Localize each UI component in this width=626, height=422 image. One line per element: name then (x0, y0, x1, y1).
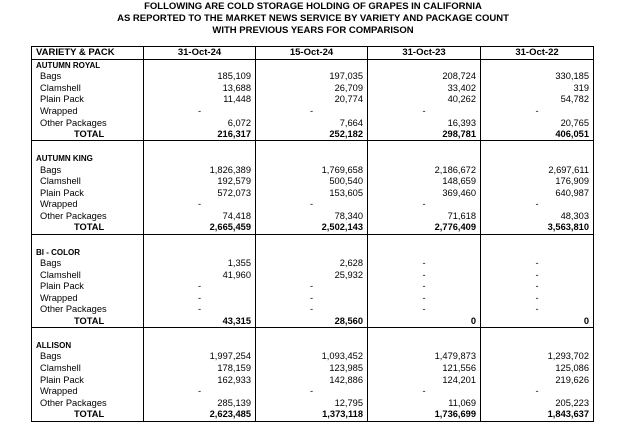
value-cell: 162,933 (144, 374, 256, 386)
total-value: 216,317 (144, 129, 256, 141)
value-cell: 20,774 (256, 94, 368, 106)
empty-cell (481, 328, 594, 340)
table-row (32, 176, 594, 188)
table-row (32, 117, 594, 129)
total-value: 2,502,143 (256, 222, 368, 234)
row-label: Plain Pack (32, 281, 144, 293)
value-cell: 1,479,873 (368, 351, 481, 363)
empty-cell (144, 246, 256, 258)
table-row (32, 106, 594, 118)
section-header-row (32, 153, 594, 165)
value-cell: - (368, 292, 481, 304)
value-cell: 2,697,611 (481, 164, 594, 176)
value-cell: 7,664 (256, 117, 368, 129)
row-label: Other Packages (32, 211, 144, 223)
total-row (32, 316, 594, 328)
value-cell: 197,035 (256, 71, 368, 83)
total-label: TOTAL (32, 129, 144, 141)
total-row (32, 409, 594, 421)
empty-cell (368, 234, 481, 246)
value-cell: - (481, 386, 594, 398)
header-variety-pack: VARIETY & PACK (32, 47, 144, 60)
empty-cell (368, 340, 481, 352)
value-cell: 148,659 (368, 176, 481, 188)
value-cell: 1,997,254 (144, 351, 256, 363)
row-label: Wrapped (32, 292, 144, 304)
empty-cell (256, 153, 368, 165)
total-row (32, 222, 594, 234)
total-value: 3,563,810 (481, 222, 594, 234)
total-value: 1,736,699 (368, 409, 481, 421)
empty-cell (32, 141, 144, 153)
row-label: Plain Pack (32, 374, 144, 386)
empty-cell (368, 246, 481, 258)
total-value: 1,373,118 (256, 409, 368, 421)
value-cell: 2,628 (256, 258, 368, 270)
storage-table (31, 46, 594, 422)
empty-cell (144, 59, 256, 71)
value-cell: - (368, 281, 481, 293)
spacer-row (32, 141, 594, 153)
total-value: 0 (368, 316, 481, 328)
title-line-1: FOLLOWING ARE COLD STORAGE HOLDING OF GRAPES IN CALIFORNIA (144, 1, 482, 12)
table-row (32, 94, 594, 106)
value-cell: - (368, 258, 481, 270)
empty-cell (144, 234, 256, 246)
value-cell: - (368, 199, 481, 211)
total-label: TOTAL (32, 316, 144, 328)
empty-cell (144, 340, 256, 352)
row-label: Clamshell (32, 176, 144, 188)
empty-cell (368, 153, 481, 165)
row-label: Bags (32, 71, 144, 83)
value-cell: - (144, 386, 256, 398)
value-cell: 54,782 (481, 94, 594, 106)
table-row (32, 269, 594, 281)
row-label: Other Packages (32, 397, 144, 409)
value-cell: 48,303 (481, 211, 594, 223)
row-label: Wrapped (32, 106, 144, 118)
value-cell: 500,540 (256, 176, 368, 188)
value-cell: 124,201 (368, 374, 481, 386)
row-label: Wrapped (32, 386, 144, 398)
value-cell: 13,688 (144, 83, 256, 95)
row-label: Bags (32, 351, 144, 363)
section-name: BI - COLOR (32, 246, 144, 258)
row-label: Clamshell (32, 269, 144, 281)
section-header-row (32, 246, 594, 258)
value-cell: - (256, 199, 368, 211)
empty-cell (144, 141, 256, 153)
row-label: Bags (32, 258, 144, 270)
total-label: TOTAL (32, 222, 144, 234)
value-cell: 121,556 (368, 363, 481, 375)
value-cell: 176,909 (481, 176, 594, 188)
value-cell: 285,139 (144, 397, 256, 409)
table-row (32, 304, 594, 316)
value-cell: 74,418 (144, 211, 256, 223)
table-row (32, 397, 594, 409)
empty-cell (368, 141, 481, 153)
value-cell: - (481, 292, 594, 304)
empty-cell (368, 328, 481, 340)
table-row (32, 351, 594, 363)
row-label: Plain Pack (32, 188, 144, 200)
value-cell: 1,293,702 (481, 351, 594, 363)
section-name: AUTUMN ROYAL (32, 59, 144, 71)
value-cell: - (368, 304, 481, 316)
total-value: 1,843,637 (481, 409, 594, 421)
value-cell: 16,393 (368, 117, 481, 129)
value-cell: 153,605 (256, 188, 368, 200)
table-row (32, 71, 594, 83)
value-cell: 6,072 (144, 117, 256, 129)
table-row (32, 281, 594, 293)
empty-cell (144, 328, 256, 340)
value-cell: - (368, 386, 481, 398)
table-row (32, 83, 594, 95)
value-cell: - (256, 281, 368, 293)
empty-cell (481, 340, 594, 352)
value-cell: - (256, 304, 368, 316)
value-cell: 142,886 (256, 374, 368, 386)
value-cell: 369,460 (368, 188, 481, 200)
empty-cell (32, 328, 144, 340)
value-cell: - (481, 106, 594, 118)
empty-cell (256, 328, 368, 340)
value-cell: - (256, 386, 368, 398)
row-label: Other Packages (32, 304, 144, 316)
value-cell: 40,262 (368, 94, 481, 106)
value-cell: 205,223 (481, 397, 594, 409)
table-row (32, 164, 594, 176)
empty-cell (256, 141, 368, 153)
empty-cell (368, 59, 481, 71)
empty-cell (481, 153, 594, 165)
value-cell: - (256, 106, 368, 118)
table-row (32, 188, 594, 200)
header-31-oct-24: 31-Oct-24 (144, 47, 256, 60)
empty-cell (32, 234, 144, 246)
value-cell: - (481, 269, 594, 281)
value-cell: 1,826,389 (144, 164, 256, 176)
value-cell: - (144, 292, 256, 304)
value-cell: - (144, 281, 256, 293)
value-cell: - (144, 106, 256, 118)
total-value: 2,623,485 (144, 409, 256, 421)
total-value: 2,776,409 (368, 222, 481, 234)
value-cell: 2,186,672 (368, 164, 481, 176)
section-header-row (32, 340, 594, 352)
table-row (32, 199, 594, 211)
value-cell: 33,402 (368, 83, 481, 95)
section-name: ALLISON (32, 340, 144, 352)
value-cell: 219,626 (481, 374, 594, 386)
value-cell: - (368, 106, 481, 118)
header-row (32, 47, 594, 60)
value-cell: 20,765 (481, 117, 594, 129)
value-cell: 208,724 (368, 71, 481, 83)
value-cell: 25,932 (256, 269, 368, 281)
header-31-oct-23: 31-Oct-23 (368, 47, 481, 60)
value-cell: 26,709 (256, 83, 368, 95)
total-value: 252,182 (256, 129, 368, 141)
table-row (32, 363, 594, 375)
value-cell: - (481, 304, 594, 316)
empty-cell (256, 234, 368, 246)
table-row (32, 386, 594, 398)
table-row (32, 374, 594, 386)
total-value: 406,051 (481, 129, 594, 141)
value-cell: - (481, 199, 594, 211)
value-cell: 11,069 (368, 397, 481, 409)
value-cell: 640,987 (481, 188, 594, 200)
total-row (32, 129, 594, 141)
empty-cell (481, 234, 594, 246)
value-cell: 71,618 (368, 211, 481, 223)
row-label: Clamshell (32, 363, 144, 375)
title-line-2: AS REPORTED TO THE MARKET NEWS SERVICE BY VARIETY AND PACKAGE COUNT (117, 13, 509, 24)
value-cell: - (256, 292, 368, 304)
value-cell: - (481, 258, 594, 270)
spacer-row (32, 328, 594, 340)
value-cell: 185,109 (144, 71, 256, 83)
value-cell: 572,073 (144, 188, 256, 200)
value-cell: - (481, 281, 594, 293)
value-cell: 78,340 (256, 211, 368, 223)
title-line-3: WITH PREVIOUS YEARS FOR COMPARISON (212, 25, 414, 36)
value-cell: 319 (481, 83, 594, 95)
empty-cell (481, 141, 594, 153)
total-value: 298,781 (368, 129, 481, 141)
value-cell: 178,159 (144, 363, 256, 375)
empty-cell (481, 59, 594, 71)
row-label: Plain Pack (32, 94, 144, 106)
table-row (32, 292, 594, 304)
total-value: 43,315 (144, 316, 256, 328)
value-cell: 330,185 (481, 71, 594, 83)
table-row (32, 211, 594, 223)
value-cell: 12,795 (256, 397, 368, 409)
section-name: AUTUMN KING (32, 153, 144, 165)
empty-cell (256, 246, 368, 258)
empty-cell (256, 340, 368, 352)
value-cell: - (368, 269, 481, 281)
empty-cell (256, 59, 368, 71)
spacer-row (32, 234, 594, 246)
row-label: Other Packages (32, 117, 144, 129)
value-cell: 41,960 (144, 269, 256, 281)
empty-cell (481, 246, 594, 258)
total-label: TOTAL (32, 409, 144, 421)
table-row (32, 258, 594, 270)
value-cell: - (144, 304, 256, 316)
value-cell: 123,985 (256, 363, 368, 375)
value-cell: 125,086 (481, 363, 594, 375)
value-cell: 1,093,452 (256, 351, 368, 363)
total-value: 28,560 (256, 316, 368, 328)
row-label: Wrapped (32, 199, 144, 211)
value-cell: 192,579 (144, 176, 256, 188)
row-label: Clamshell (32, 83, 144, 95)
total-value: 2,665,459 (144, 222, 256, 234)
total-value: 0 (481, 316, 594, 328)
empty-cell (144, 153, 256, 165)
row-label: Bags (32, 164, 144, 176)
value-cell: - (144, 199, 256, 211)
section-header-row (32, 59, 594, 71)
value-cell: 1,355 (144, 258, 256, 270)
value-cell: 11,448 (144, 94, 256, 106)
header-15-oct-24: 15-Oct-24 (256, 47, 368, 60)
header-31-oct-22: 31-Oct-22 (481, 47, 594, 60)
value-cell: 1,769,658 (256, 164, 368, 176)
